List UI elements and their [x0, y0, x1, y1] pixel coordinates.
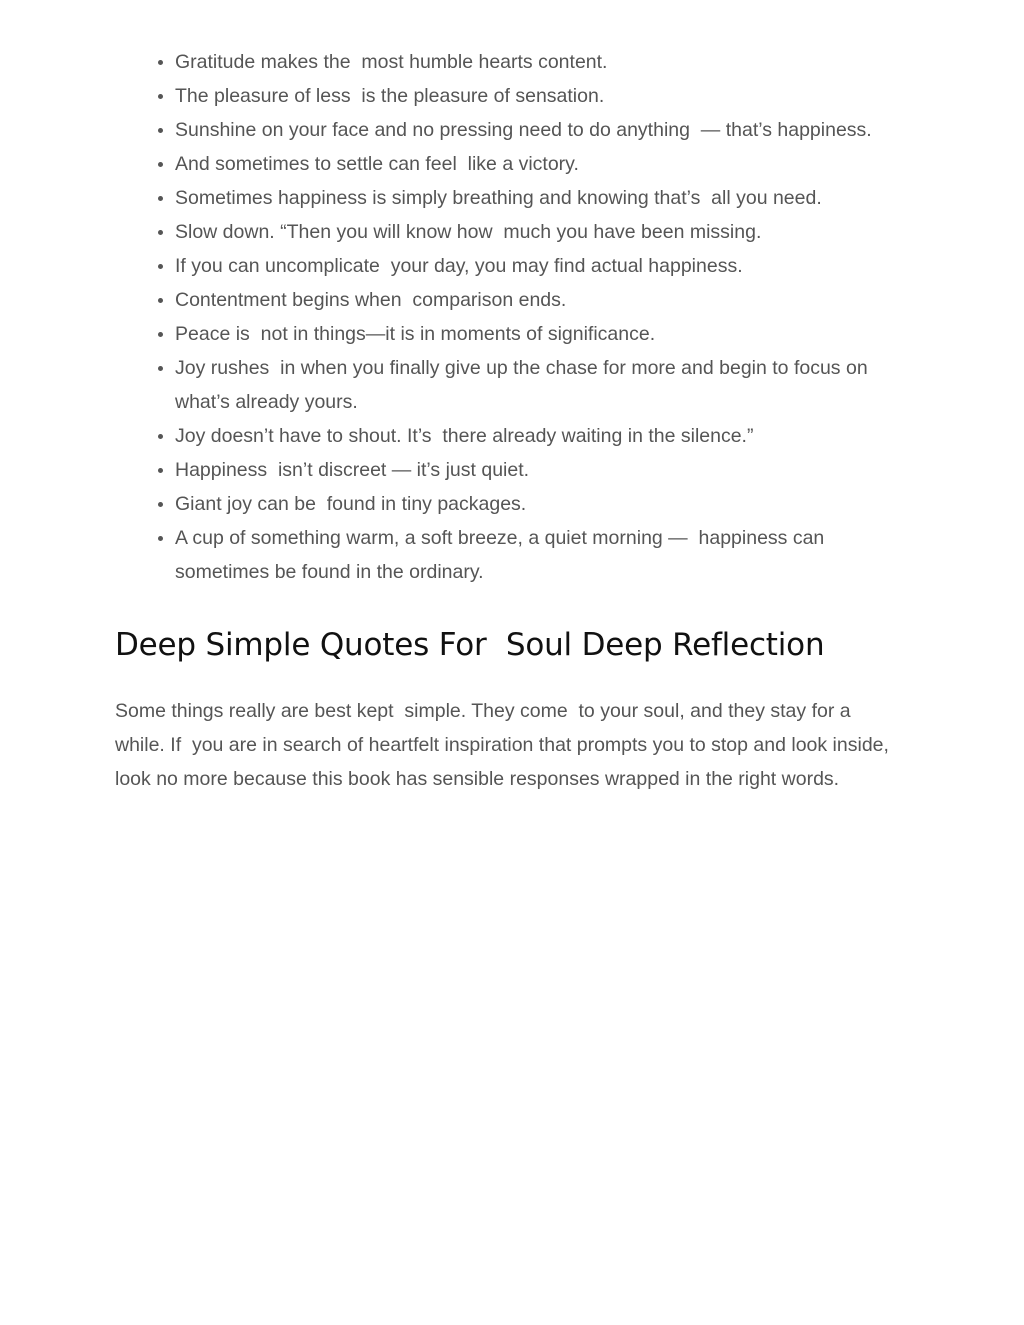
- section-paragraph: Some things really are best kept simple. They come to your soul, and they stay for a while. If you are in search of heartfelt inspiration that prompts you to stop and look inside, look no more because this book has sensible responses wrapped in the right words.: [115, 700, 895, 790]
- list-item: • Joy doesn’t have to shout. It’s there already waiting in the silence.”: [175, 419, 895, 453]
- section-heading: Deep Simple Quotes For Soul Deep Reflection: [115, 627, 825, 663]
- list-item: • A cup of something warm, a soft breeze, a quiet morning — happiness can sometimes be found in the ordinary.: [175, 521, 895, 589]
- list-item: • Peace is not in things—it is in moments of significance.: [175, 317, 895, 351]
- quote-list: [115, 45, 895, 589]
- list-item: • The pleasure of less is the pleasure of sensation.: [175, 79, 895, 113]
- article-content: [115, 45, 895, 796]
- list-item: • Giant joy can be found in tiny packages.: [175, 487, 895, 521]
- list-item: • And sometimes to settle can feel like a victory.: [175, 147, 895, 181]
- list-item: • Joy rushes in when you finally give up the chase for more and begin to focus on what’s already yours.: [175, 351, 895, 419]
- list-item: • Sometimes happiness is simply breathing and knowing that’s all you need.: [175, 181, 895, 215]
- list-item: • Contentment begins when comparison ends.: [175, 283, 895, 317]
- list-item: • Happiness isn’t discreet — it’s just quiet.: [175, 453, 895, 487]
- list-item: • Slow down. “Then you will know how much you have been missing.: [175, 215, 895, 249]
- list-item: • If you can uncomplicate your day, you may find actual happiness.: [175, 249, 895, 283]
- list-item: • Gratitude makes the most humble hearts content.: [175, 45, 895, 79]
- list-item: • Sunshine on your face and no pressing need to do anything — that’s happiness.: [175, 113, 895, 147]
